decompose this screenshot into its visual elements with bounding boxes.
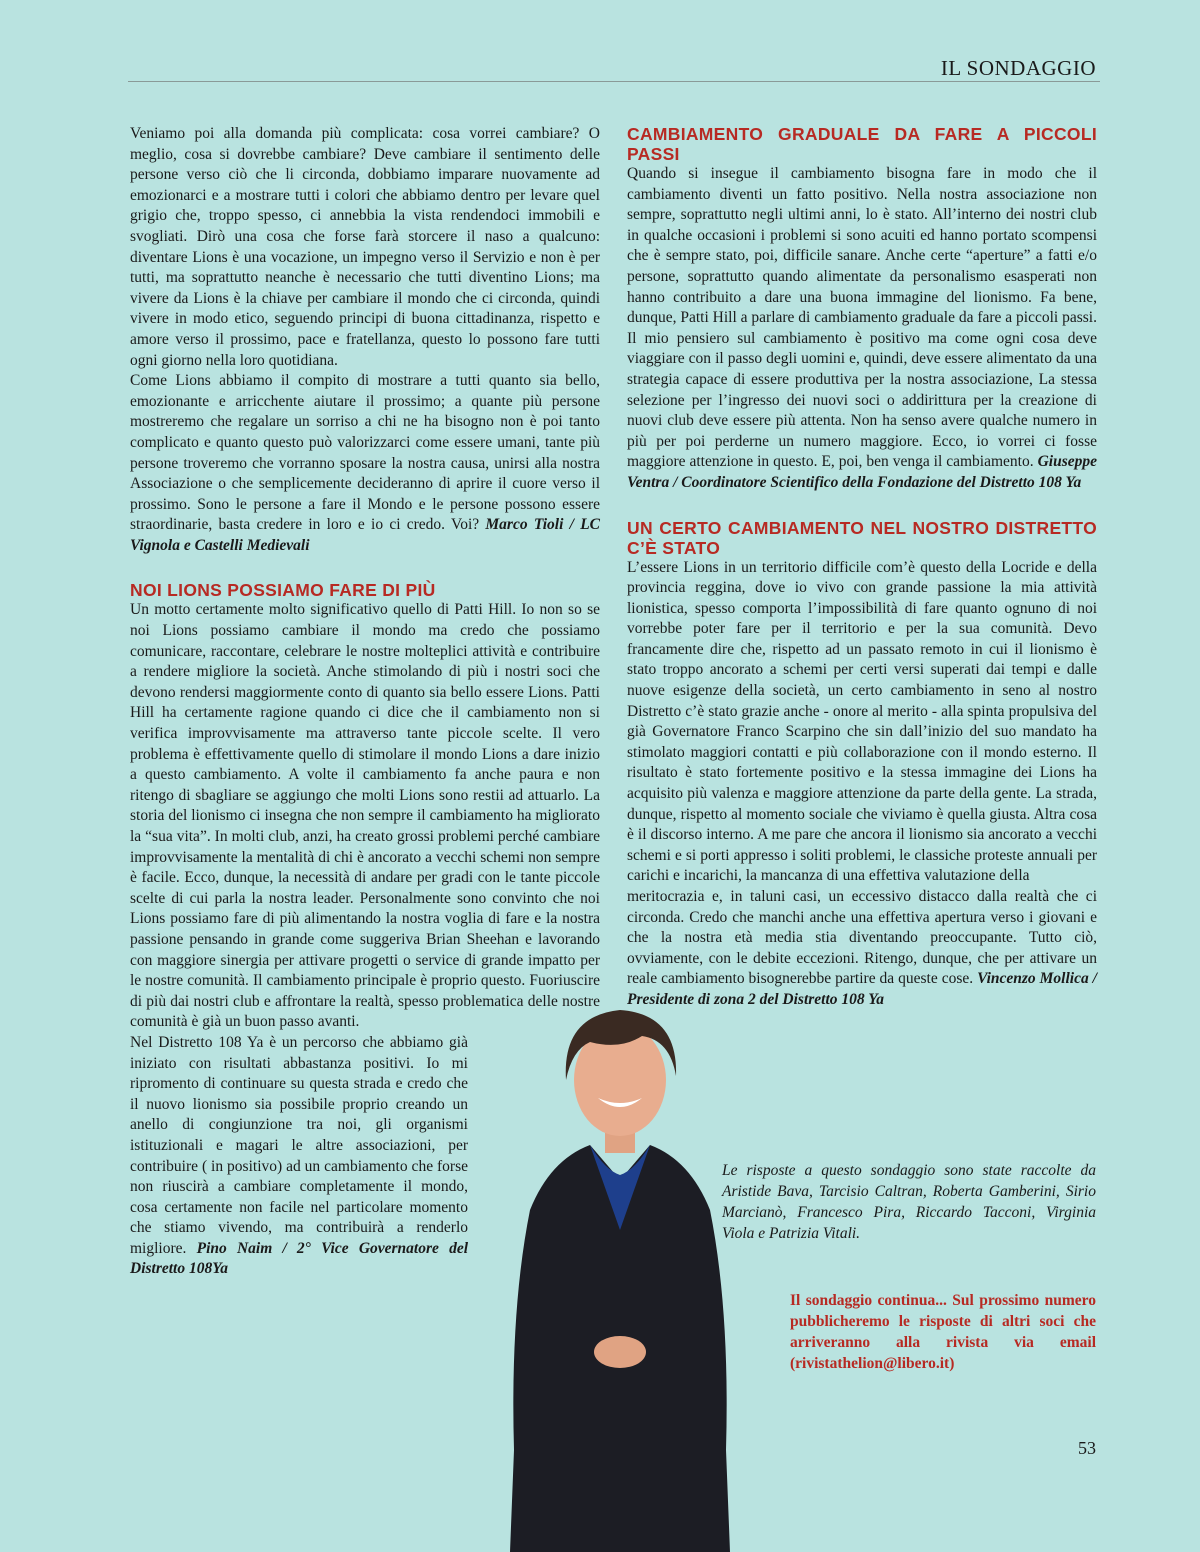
heading-cambiamento-graduale: CAMBIAMENTO GRADUALE DA FARE A PICCOLI PASSI (627, 124, 1097, 164)
left-paragraph-3: Un motto certamente molto significativo quello di Patti Hill. Io non so se noi Lions possiamo cambiare il mondo ma credo che possiamo comunicare, raccontare, celebrare le nostre molteplici attività e contribuire a rendere migliore la società. Anche stimolando di più i nostri soci che devono rendersi maggiormente conto di quanto sia bello essere Lions. Patti Hill ha certamente ragione quando ci dice che il cambiamento non si verifica improvvisamente ma attraverso tante piccole scelte. Il vero problema è effettivamente quello di stimolare il mondo Lions a dare inizio a questo cambiamento. A volte il cambiamento fa anche paura e non ritengo di sbagliare se aggiungo che molti Lions sono restii ad attuarlo. La storia del lionismo ci insegna che non sempre il cambiamento ha migliorato la “sua vita”. In molti club, anzi, ha creato grossi problemi perché cambiare improvvisamente la mentalità di chi è ancorato a vecchi schemi non sempre è facile. Ecco, dunque, la necessità di andare per gradi con le tante piccole scelte di cui parla la nostra leader. Personalmente sono convinto che noi Lions possiamo fare di più alimentando la nostra voglia di fare e la nostra passione pensando in grande come suggeriva Brian Sheehan e lavorando con maggiore sinergia per attivare progetti o service di grande impatto per le nostre comunità. Il cambiamento principale è proprio questo. Fuoriuscire di più dai nostri club e affrontare la realtà, spesso problematica delle nostre comunità è già un buon passo avanti. (130, 601, 600, 1031)
heading-noi-lions: NOI LIONS POSSIAMO FARE DI PIÙ (130, 580, 436, 601)
right-paragraph-2: L’essere Lions in un territorio difficile com’è questo della Locride e della provincia reggina, dove io vivo con grande passione la mia attività lionistica, spesso comporta l’impossibilità di fare quanto ognuno di noi vorrebbe poter fare per il territorio e per la sua comunità. Devo francamente dire che, rispetto ad un passato remoto in cui il lionismo è stato troppo ancorato a schemi per certi versi superati dai tempi e dalle nuove esigenze della società, un certo cambiamento in seno al nostro Distretto c’è stato grazie anche - onore al merito - alla spinta propulsiva del già Governatore Franco Scarpino che sin dall’inizio del suo mandato ha stimolato maggiori contatti e più collaborazione con il mondo esterno. Il risultato è stato fortemente positivo e la stessa immagine dei Lions ha acquisito più valenza e maggiore attenzione da parte della gente. La strada, dunque, rispetto al momento sociale che viviamo è quella giusta. Altra cosa è il discorso interno. A me pare che ancora il lionismo sia ancorato a vecchi schemi e si porti appresso i soliti problemi, le classiche proteste annuali per carichi e incarichi, la mancanza di una effettiva valutazione della (627, 558, 1097, 885)
signature-marco-tioli: Marco Tioli / LC Vignola e Castelli Medievali (130, 516, 600, 554)
section-label: IL SONDAGGIO (940, 56, 1096, 80)
right-column (627, 124, 1097, 1011)
survey-credits: Le risposte a questo sondaggio sono state raccolte da Aristide Bava, Tarcisio Caltran, Roberta Gamberini, Sirio Marcianò, Francesco Pira, Riccardo Tacconi, Virginia Viola e Patrizia Vitali. (722, 1162, 1096, 1242)
spacer (627, 494, 1097, 518)
photo-hands (594, 1336, 646, 1368)
patti-hill-photo (470, 980, 770, 1552)
right-paragraph-1 (627, 164, 1097, 494)
left-paragraph-1: Veniamo poi alla domanda più complicata: cosa vorrei cambiare? O meglio, cosa si dovrebbe cambiare? Deve cambiare il sentimento delle persone verso ciò che li circonda, dobbiamo imparare nuovamente ad emozionarci e a mostrare tutti i colori che abbiamo dentro per levare quel grigio che, troppo spesso, ci annebbia la vista rendendoci immobili e svogliati. Dirò una cosa che forse farà storcere il naso a qualcuno: diventare Lions è una vocazione, un impegno verso il Servizio e non è per tutti, ma soprattutto neanche è necessario che tutti diventino Lions; ma vivere da Lions è la chiave per cambiare il mondo che ci circonda, quindi vivere in modo etico, seguendo principi di buona cittadinanza, rispetto e amore verso il prossimo, pace e fratellanza, questo lo possono fare tutti ogni giorno nella loro quotidiana. (130, 125, 600, 369)
left-paragraph-2 (130, 371, 600, 556)
continuation-notice: Il sondaggio continua... Sul prossimo numero pubblicheremo le risposte di altri soci che arriveranno alla rivista via email (rivistathelion@libero.it) (790, 1292, 1096, 1372)
header-rule (128, 81, 1100, 82)
signature-vincenzo-mollica: Vincenzo Mollica / Presidente di zona 2 del Distretto 108 Ya (627, 970, 1097, 1008)
left-paragraph-2-text: Come Lions abbiamo il compito di mostrare a tutti quanto sia bello, emozionante e arricchente aiutare il prossimo; a quante più persone mostreremo che regalare un sorriso a chi ne ha bisogno non è poi tanto complicato e quanto questo può valorizzarci come essere umani, tante più persone troveremo che vorranno sposare la nostra causa, unirsi alla nostra Associazione o che semplicemente decideranno di aprire il cuore verso il prossimo. Sono le persone a fare il Mondo e le persone possono essere straordinarie, basta credere in loro e io ci credo. Voi? (130, 372, 600, 534)
right-paragraph-3-text: meritocrazia e, in taluni casi, un eccessivo distacco dalla realtà che ci circonda. Credo che manchi anche una effettiva apertura verso i giovani e che la nostra età media stia diventando preoccupante. Tutto ciò, ovviamente, con le debite eccezioni. Ritengo, dunque, che per attivare un reale cambiamento bisognerebbe partire da queste cose. (627, 888, 1097, 988)
heading-certo-cambiamento: UN CERTO CAMBIAMENTO NEL NOSTRO DISTRETTO C’È STATO (627, 517, 1097, 558)
left-paragraph-4 (130, 1033, 468, 1280)
right-paragraph-1-text: Quando si insegue il cambiamento bisogna fare in modo che il cambiamento diventi un fatto positivo. Nella nostra associazione non sempre, soprattutto negli ultimi anni, lo è stato. All’interno dei nostri club in qualche occasioni i problemi si sono acuiti ed hanno portato scompensi che è sempre stato, poi, difficile sanare. Anche certe “aperture” a fatti e/o persone, soprattutto quando alimentate da personalismo esasperati non hanno contribuito a dare una buona immagine del lionismo. Fa bene, dunque, Patti Hill a parlare di cambiamento graduale da fare a piccoli passi. Il mio pensiero sul cambiamento è positivo ma come ogni cosa deve viaggiare con il passo degli uomini e, quindi, deve essere alimentato da una strategia capace di essere produttiva per la nostra associazione, La stessa selezione per l’ingresso dei nuovi soci o addirittura per la creazione di nuovi club deve essere più attenta. Non ha senso avere qualche numero in più per poi perderne un numero maggiore. Ecco, io vorrei ci fosse maggiore attenzione in questo. E, poi, ben venga il cambiamento. (627, 165, 1097, 471)
spacer (130, 556, 600, 580)
page-number: 53 (1078, 1438, 1096, 1458)
signature-giuseppe-ventra: Giuseppe Ventra / Coordinatore Scientifico della Fondazione del Distretto 108 Ya (627, 453, 1097, 491)
signature-pino-naim: Pino Naim / 2° Vice Governatore del Distretto 108Ya (130, 1239, 469, 1278)
left-paragraph-4-text: Nel Distretto 108 Ya è un percorso che abbiamo già iniziato con risultati abbastanza positivi. Io mi ripromento di continuare su questa strada e credo che il nuovo lionismo sia possibile proprio creando un anello di congiunzione tra noi, gli organismi istituzionali e magari le altre associazioni, per contribuire ( in positivo) ad un cambiamento che forse non riuscirà a cambiare completamente il mondo, cosa certamente non facile nel particolare momento che stiamo vivendo, ma contribuirà a renderlo migliore. (130, 1033, 468, 1257)
